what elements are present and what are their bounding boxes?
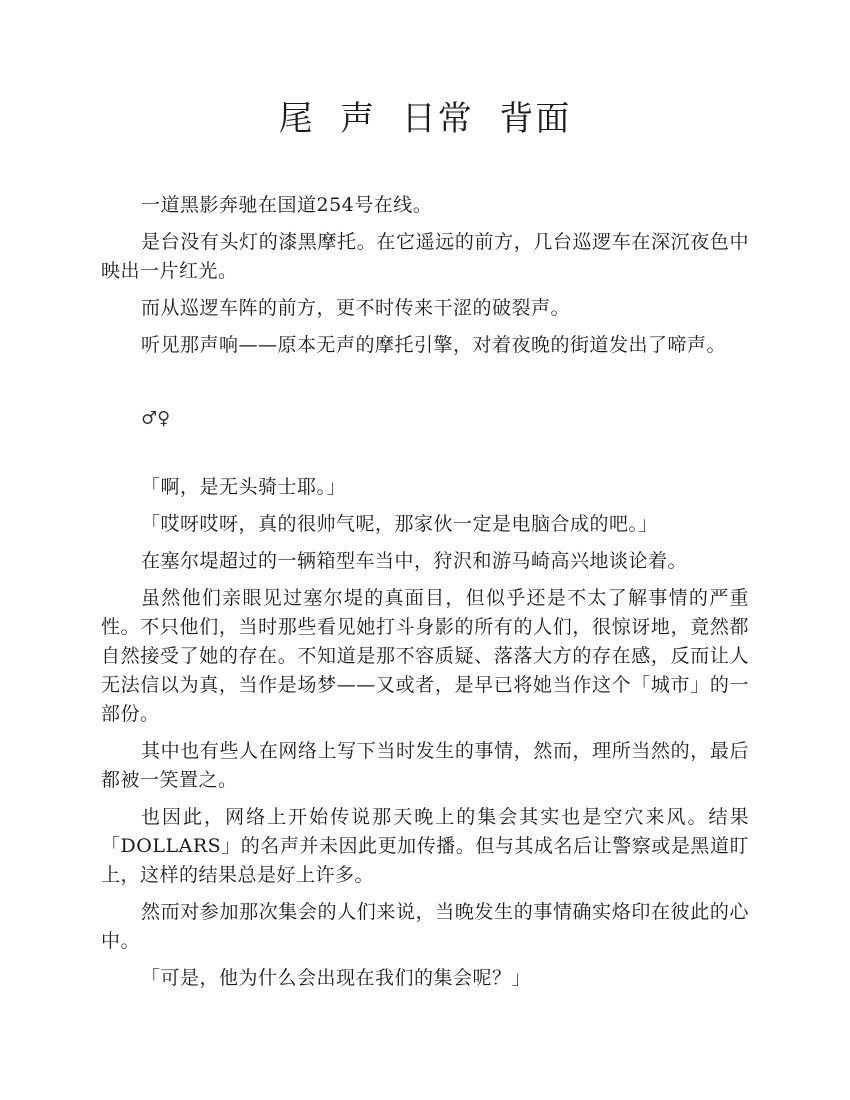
paragraph: 「啊，是无头骑士耶。」 <box>141 476 347 498</box>
paragraph: 在塞尔堤超过的一辆箱型车当中，狩沢和游马崎高兴地谈论着。 <box>141 550 688 572</box>
paragraph: 然而对参加那次集会的人们来说，当晚发生的事情确实烙印在彼此的心中。 <box>101 901 749 952</box>
chapter-title: 尾 声 日常 背面 <box>278 99 572 139</box>
paragraph: 听见那声响——原本无声的摩托引擎，对着夜晚的街道发出了啼声。 <box>141 334 727 356</box>
body-text <box>101 191 749 1001</box>
paragraph: 是台没有头灯的漆黑摩托。在它遥远的前方，几台巡逻车在深沉夜色中映出一片红光。 <box>101 231 749 282</box>
paragraph: 一道黑影奔驰在国道254号在线。 <box>141 194 433 216</box>
paragraph: 「可是，他为什么会出现在我们的集会呢？」 <box>141 967 532 989</box>
paragraph: 「哎呀哎呀，真的很帅气呢，那家伙一定是电脑合成的吧。」 <box>141 513 659 535</box>
paragraph: 其中也有些人在网络上写下当时发生的事情，然而，理所当然的，最后都被一笑置之。 <box>101 740 749 791</box>
paragraph: 而从巡逻车阵的前方，更不时传来干涩的破裂声。 <box>141 297 571 319</box>
paragraph: 也因此，网络上开始传说那天晚上的集会其实也是空穴来风。结果「DOLLARS」的名声并未因此更加传播。但与其成名后让警察或是黑道盯上，这样的结果总是好上许多。 <box>101 806 749 886</box>
section-separator: ♂♀ <box>141 408 171 429</box>
paragraph: 虽然他们亲眼见过塞尔堤的真面目，但似乎还是不太了解事情的严重性。不只他们，当时那些看见她打斗身影的所有的人们，很惊讶地，竟然都自然接受了她的存在。不知道是那不容质疑、落落大方的存在感，反而让人无法信以为真，当作是场梦——又或者，是早已将她当作这个「城市」的一部份。 <box>101 587 749 725</box>
